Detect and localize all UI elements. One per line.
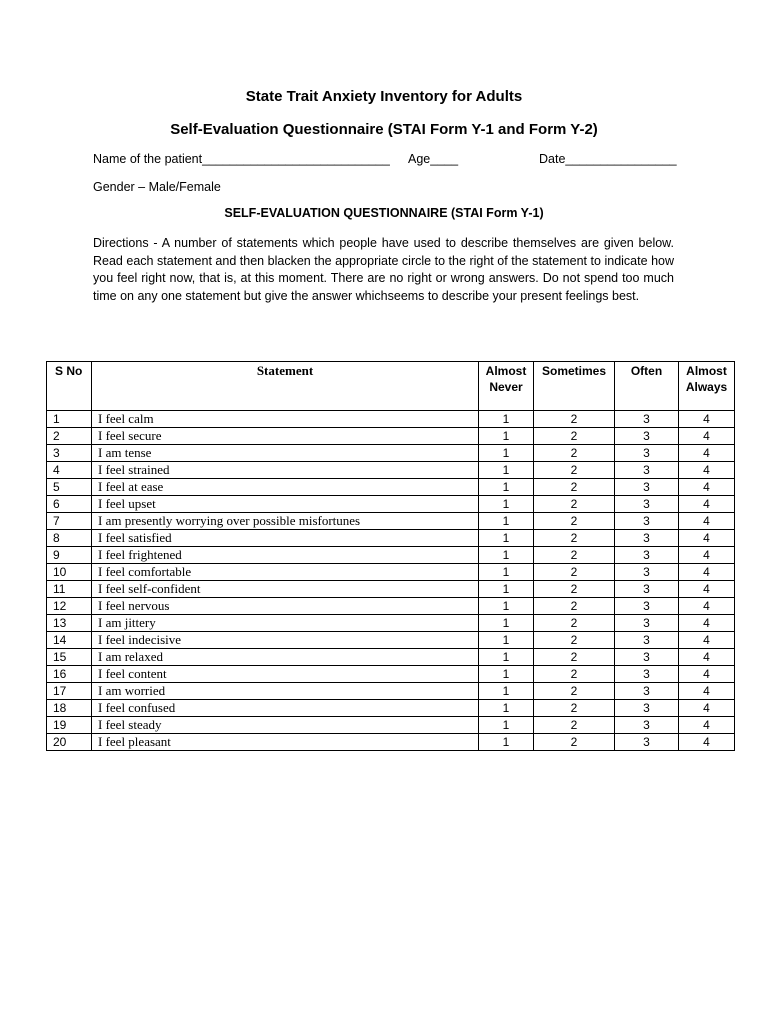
rating-often[interactable]: 3: [615, 598, 679, 615]
statement-text: I am worried: [92, 683, 479, 700]
rating-often[interactable]: 3: [615, 734, 679, 751]
rating-almost-always[interactable]: 4: [679, 615, 735, 632]
rating-often[interactable]: 3: [615, 700, 679, 717]
rating-often[interactable]: 3: [615, 428, 679, 445]
row-number: 7: [47, 513, 92, 530]
table-row: [47, 513, 735, 530]
rating-almost-always[interactable]: 4: [679, 598, 735, 615]
table-row: [47, 666, 735, 683]
table-header-row: [47, 362, 735, 411]
row-number: 8: [47, 530, 92, 547]
rating-almost-always[interactable]: 4: [679, 649, 735, 666]
date-field[interactable]: Date________________: [539, 152, 677, 166]
document-subtitle: Self-Evaluation Questionnaire (STAI Form Y-1 and Form Y-2): [170, 121, 598, 138]
table-row: [47, 479, 735, 496]
row-number: 17: [47, 683, 92, 700]
rating-almost-always[interactable]: 4: [679, 513, 735, 530]
row-number: 20: [47, 734, 92, 751]
table-row: [47, 734, 735, 751]
rating-almost-always[interactable]: 4: [679, 683, 735, 700]
rating-often[interactable]: 3: [615, 683, 679, 700]
statement-text: I feel content: [92, 666, 479, 683]
rating-almost-always[interactable]: 4: [679, 717, 735, 734]
rating-often[interactable]: 3: [615, 530, 679, 547]
rating-almost-always[interactable]: 4: [679, 462, 735, 479]
statement-text: I feel steady: [92, 717, 479, 734]
statement-text: I am relaxed: [92, 649, 479, 666]
rating-almost-never[interactable]: 1: [479, 700, 534, 717]
rating-sometimes[interactable]: 2: [534, 649, 615, 666]
table-row: [47, 615, 735, 632]
statement-text: I feel calm: [92, 411, 479, 428]
statement-text: I feel strained: [92, 462, 479, 479]
statement-text: I feel upset: [92, 496, 479, 513]
table-row: [47, 564, 735, 581]
row-number: 3: [47, 445, 92, 462]
statement-text: I feel frightened: [92, 547, 479, 564]
rating-almost-never[interactable]: 1: [479, 462, 534, 479]
header-almost-never: Almost Never: [479, 362, 534, 411]
rating-sometimes[interactable]: 2: [534, 479, 615, 496]
table-row: [47, 717, 735, 734]
row-number: 14: [47, 632, 92, 649]
statement-text: I feel secure: [92, 428, 479, 445]
rating-almost-always[interactable]: 4: [679, 428, 735, 445]
table-body: [47, 411, 735, 751]
rating-sometimes[interactable]: 2: [534, 666, 615, 683]
statement-text: I feel at ease: [92, 479, 479, 496]
table-row: [47, 462, 735, 479]
rating-sometimes[interactable]: 2: [534, 428, 615, 445]
rating-often[interactable]: 3: [615, 649, 679, 666]
rating-almost-always[interactable]: 4: [679, 632, 735, 649]
rating-sometimes[interactable]: 2: [534, 598, 615, 615]
table-row: [47, 632, 735, 649]
table-row: [47, 581, 735, 598]
rating-almost-always[interactable]: 4: [679, 700, 735, 717]
rating-almost-always[interactable]: 4: [679, 734, 735, 751]
rating-often[interactable]: 3: [615, 411, 679, 428]
rating-sometimes[interactable]: 2: [534, 683, 615, 700]
rating-often[interactable]: 3: [615, 666, 679, 683]
rating-almost-never[interactable]: 1: [479, 411, 534, 428]
statement-text: I feel self-confident: [92, 581, 479, 598]
table-row: [47, 496, 735, 513]
rating-sometimes[interactable]: 2: [534, 513, 615, 530]
rating-almost-never[interactable]: 1: [479, 734, 534, 751]
rating-almost-never[interactable]: 1: [479, 496, 534, 513]
statement-text: I feel confused: [92, 700, 479, 717]
rating-sometimes[interactable]: 2: [534, 411, 615, 428]
table-row: [47, 411, 735, 428]
header-sno: S No: [47, 362, 92, 411]
table-row: [47, 530, 735, 547]
table-row: [47, 445, 735, 462]
questionnaire-table: [46, 361, 735, 751]
rating-often[interactable]: 3: [615, 564, 679, 581]
rating-sometimes[interactable]: 2: [534, 717, 615, 734]
rating-sometimes[interactable]: 2: [534, 700, 615, 717]
row-number: 5: [47, 479, 92, 496]
rating-almost-never[interactable]: 1: [479, 717, 534, 734]
row-number: 16: [47, 666, 92, 683]
rating-sometimes[interactable]: 2: [534, 564, 615, 581]
rating-often[interactable]: 3: [615, 496, 679, 513]
rating-almost-never[interactable]: 1: [479, 632, 534, 649]
table-row: [47, 547, 735, 564]
document-title: State Trait Anxiety Inventory for Adults: [245, 88, 523, 105]
rating-sometimes[interactable]: 2: [534, 445, 615, 462]
row-number: 18: [47, 700, 92, 717]
rating-almost-never[interactable]: 1: [479, 547, 534, 564]
statement-text: I feel pleasant: [92, 734, 479, 751]
row-number: 6: [47, 496, 92, 513]
rating-sometimes[interactable]: 2: [534, 496, 615, 513]
header-statement: Statement: [92, 362, 479, 411]
rating-almost-never[interactable]: 1: [479, 564, 534, 581]
rating-almost-always[interactable]: 4: [679, 496, 735, 513]
directions-paragraph: Directions - A number of statements which people have used to describe themselves are given below. Read each statement and then blacken the appropriate circle to the right of the statement to indicate how you feel right now, that is, at this moment. There are no right or wrong answers. Do not spend too much time on any one statement but give the answer whichseems to describe your present feelings best.: [93, 236, 674, 303]
rating-often[interactable]: 3: [615, 462, 679, 479]
rating-often[interactable]: 3: [615, 717, 679, 734]
row-number: 12: [47, 598, 92, 615]
rating-almost-always[interactable]: 4: [679, 547, 735, 564]
rating-almost-never[interactable]: 1: [479, 666, 534, 683]
rating-sometimes[interactable]: 2: [534, 581, 615, 598]
patient-age-field[interactable]: Age____: [408, 152, 459, 166]
rating-often[interactable]: 3: [615, 479, 679, 496]
rating-often[interactable]: 3: [615, 547, 679, 564]
table-row: [47, 428, 735, 445]
rating-almost-never[interactable]: 1: [479, 683, 534, 700]
statement-text: I am tense: [92, 445, 479, 462]
rating-often[interactable]: 3: [615, 445, 679, 462]
rating-sometimes[interactable]: 2: [534, 734, 615, 751]
rating-almost-always[interactable]: 4: [679, 564, 735, 581]
row-number: 1: [47, 411, 92, 428]
rating-sometimes[interactable]: 2: [534, 632, 615, 649]
table-row: [47, 649, 735, 666]
row-number: 15: [47, 649, 92, 666]
statement-text: I feel satisfied: [92, 530, 479, 547]
statement-text: I am presently worrying over possible misfortunes: [92, 513, 479, 530]
rating-often[interactable]: 3: [615, 513, 679, 530]
rating-almost-always[interactable]: 4: [679, 581, 735, 598]
rating-sometimes[interactable]: 2: [534, 530, 615, 547]
rating-sometimes[interactable]: 2: [534, 547, 615, 564]
rating-almost-never[interactable]: 1: [479, 445, 534, 462]
gender-field[interactable]: Gender – Male/Female: [93, 180, 221, 194]
rating-almost-always[interactable]: 4: [679, 411, 735, 428]
rating-almost-never[interactable]: 1: [479, 581, 534, 598]
statement-text: I feel indecisive: [92, 632, 479, 649]
row-number: 9: [47, 547, 92, 564]
rating-sometimes[interactable]: 2: [534, 615, 615, 632]
form-heading: SELF-EVALUATION QUESTIONNAIRE (STAI Form Y-1): [224, 206, 544, 220]
statement-text: I am jittery: [92, 615, 479, 632]
rating-sometimes[interactable]: 2: [534, 462, 615, 479]
rating-often[interactable]: 3: [615, 581, 679, 598]
rating-almost-always[interactable]: 4: [679, 445, 735, 462]
row-number: 11: [47, 581, 92, 598]
table-row: [47, 683, 735, 700]
header-often: Often: [615, 362, 679, 411]
rating-almost-never[interactable]: 1: [479, 513, 534, 530]
row-number: 2: [47, 428, 92, 445]
rating-often[interactable]: 3: [615, 632, 679, 649]
header-almost-always: Almost Always: [679, 362, 735, 411]
rating-almost-always[interactable]: 4: [679, 666, 735, 683]
rating-almost-never[interactable]: 1: [479, 615, 534, 632]
rating-almost-never[interactable]: 1: [479, 598, 534, 615]
rating-almost-never[interactable]: 1: [479, 649, 534, 666]
table-row: [47, 598, 735, 615]
statement-text: I feel nervous: [92, 598, 479, 615]
rating-almost-never[interactable]: 1: [479, 530, 534, 547]
rating-almost-never[interactable]: 1: [479, 428, 534, 445]
rating-almost-always[interactable]: 4: [679, 479, 735, 496]
table-row: [47, 700, 735, 717]
row-number: 4: [47, 462, 92, 479]
patient-name-field[interactable]: Name of the patient___________________________: [93, 152, 390, 166]
row-number: 13: [47, 615, 92, 632]
rating-often[interactable]: 3: [615, 615, 679, 632]
header-sometimes: Sometimes: [534, 362, 615, 411]
statement-text: I feel comfortable: [92, 564, 479, 581]
row-number: 10: [47, 564, 92, 581]
rating-almost-always[interactable]: 4: [679, 530, 735, 547]
row-number: 19: [47, 717, 92, 734]
rating-almost-never[interactable]: 1: [479, 479, 534, 496]
